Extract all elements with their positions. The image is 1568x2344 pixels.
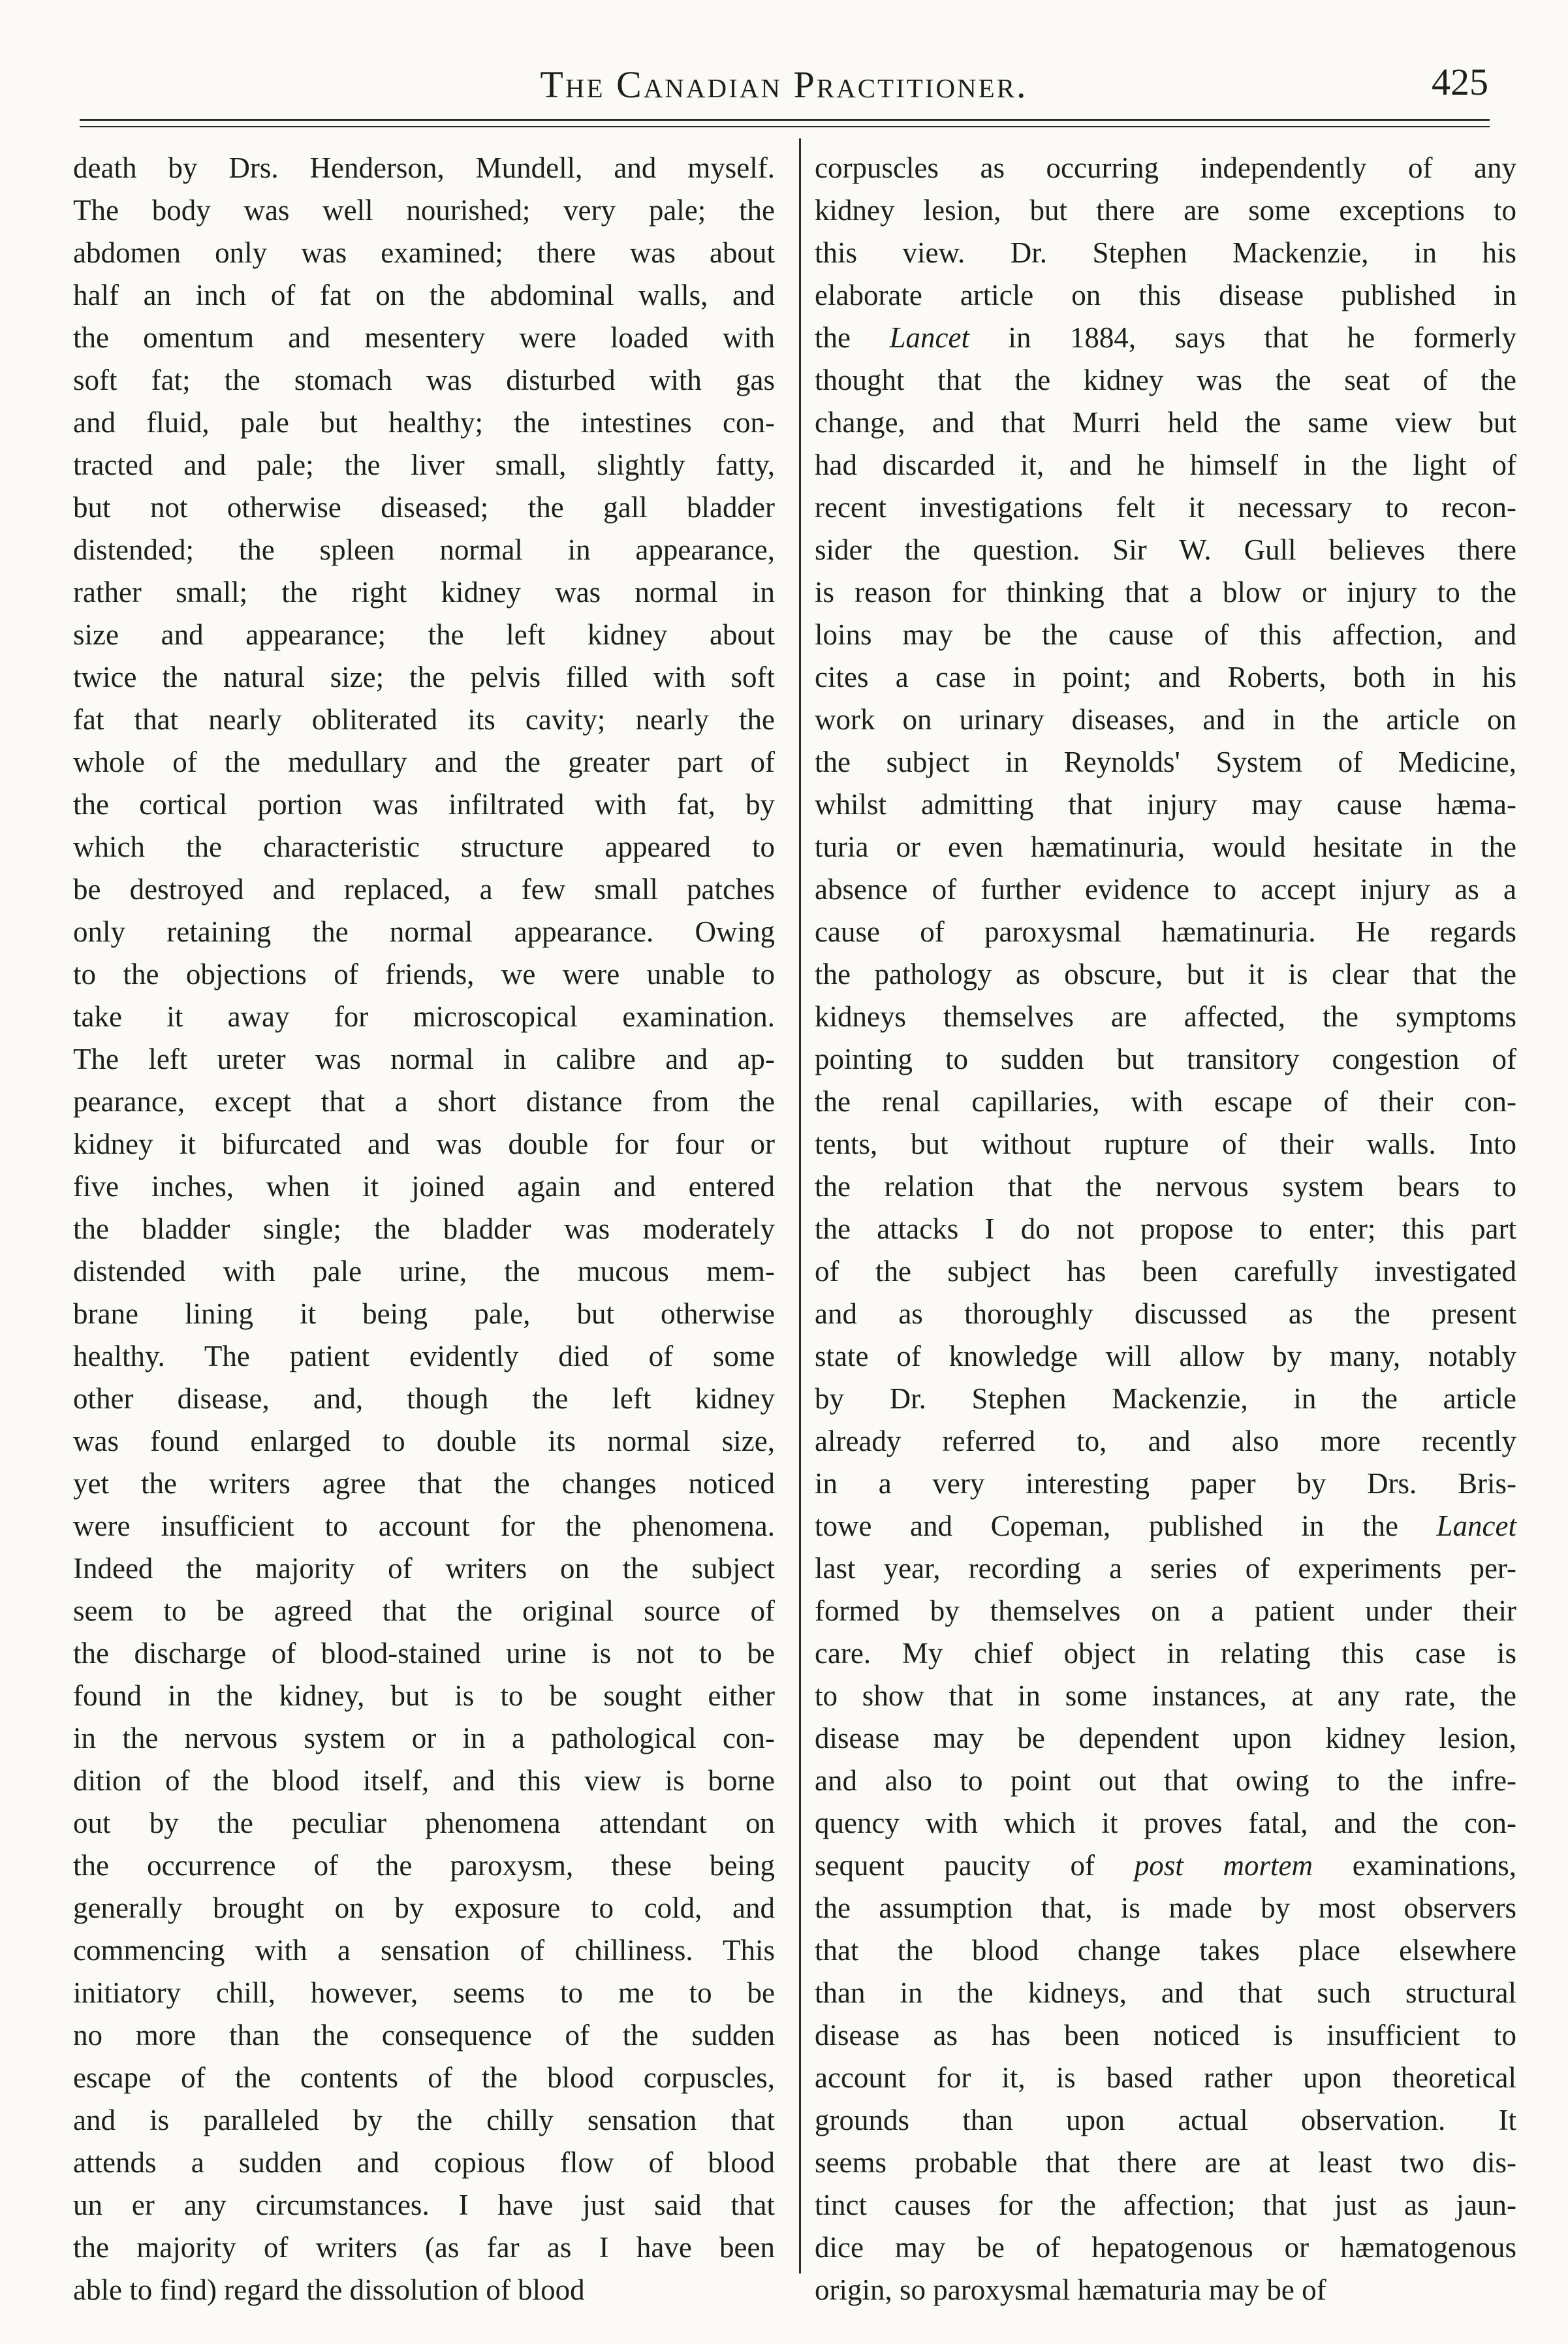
text-line: out by the peculiar phenomena attendant on: [73, 1807, 775, 1839]
text-line: account for it, is based rather upon theoretical: [815, 2061, 1516, 2094]
text-line: recent investigations felt it necessary to recon-: [815, 491, 1516, 524]
text-line: tracted and pale; the liver small, slightly fatty,: [73, 449, 775, 481]
text-line: The body was well nourished; very pale; the: [73, 194, 775, 227]
text-line: whole of the medullary and the greater part of: [73, 746, 775, 778]
text-line: no more than the consequence of the sudden: [73, 2019, 775, 2051]
text-line: were insufficient to account for the phenomena.: [73, 1510, 775, 1542]
text-line: rather small; the right kidney was normal in: [73, 576, 775, 609]
text-line: by Dr. Stephen Mackenzie, in the article: [815, 1382, 1516, 1415]
page-header: [0, 0, 1568, 137]
text-line: and also to point out that owing to the infre-: [815, 1764, 1516, 1797]
text-line: pearance, except that a short distance from the: [73, 1085, 775, 1118]
text-line: the bladder single; the bladder was moderately: [73, 1212, 775, 1245]
text-line: state of knowledge will allow by many, notably: [815, 1340, 1516, 1372]
text-line: is reason for thinking that a blow or injury to the: [815, 576, 1516, 609]
text-line: other disease, and, though the left kidney: [73, 1382, 775, 1415]
text-line: fat that nearly obliterated its cavity; nearly the: [73, 703, 775, 736]
text-line: abdomen only was examined; there was about: [73, 236, 775, 269]
text-line: size and appearance; the left kidney about: [73, 618, 775, 651]
text-line: cause of paroxysmal hæmatinuria. He regards: [815, 915, 1516, 948]
text-line: sider the question. Sir W. Gull believes there: [815, 533, 1516, 566]
text-line: attends a sudden and copious flow of blood: [73, 2146, 775, 2179]
header-rule-thin: [80, 126, 1490, 127]
text-line: tinct causes for the affection; that just as jaun-: [815, 2189, 1516, 2221]
text-line: had discarded it, and he himself in the light of: [815, 449, 1516, 481]
running-title: The Canadian Practitioner.: [540, 63, 1028, 106]
text-line: care. My chief object in relating this case is: [815, 1637, 1516, 1670]
text-line: thought that the kidney was the seat of the: [815, 364, 1516, 396]
text-line: the attacks I do not propose to enter; this part: [815, 1212, 1516, 1245]
text-line: loins may be the cause of this affection, and: [815, 618, 1516, 651]
text-line: sequent paucity of post mortem examinations,: [815, 1849, 1516, 1882]
text-line: the discharge of blood-stained urine is not to be: [73, 1637, 775, 1670]
text-line: escape of the contents of the blood corpuscles,: [73, 2061, 775, 2094]
text-line: disease may be dependent upon kidney lesion,: [815, 1722, 1516, 1754]
text-line: be destroyed and replaced, a few small patches: [73, 873, 775, 906]
text-line: disease as has been noticed is insufficient to: [815, 2019, 1516, 2051]
text-line: the majority of writers (as far as I have been: [73, 2231, 775, 2264]
text-line: the subject in Reynolds' System of Medicine,: [815, 746, 1516, 778]
text-line: able to find) regard the dissolution of blood: [73, 2273, 585, 2306]
text-line: towe and Copeman, published in the Lancet: [815, 1510, 1516, 1542]
text-line: initiatory chill, however, seems to me to be: [73, 1976, 775, 2009]
text-line: and is paralleled by the chilly sensation that: [73, 2104, 775, 2136]
text-line: the occurrence of the paroxysm, these being: [73, 1849, 775, 1882]
text-line: cites a case in point; and Roberts, both in his: [815, 661, 1516, 693]
text-line: brane lining it being pale, but otherwise: [73, 1297, 775, 1330]
text-line: only retaining the normal appearance. Owing: [73, 915, 775, 948]
text-line: death by Drs. Henderson, Mundell, and myself.: [73, 151, 775, 184]
text-line: half an inch of fat on the abdominal walls, and: [73, 279, 775, 311]
text-line: the cortical portion was infiltrated with fat, by: [73, 788, 775, 821]
text-line: to show that in some instances, at any rate, the: [815, 1679, 1516, 1712]
text-line: commencing with a sensation of chilliness. This: [73, 1934, 775, 1967]
column-divider: [799, 138, 801, 2273]
text-line: kidney it bifurcated and was double for four or: [73, 1128, 775, 1160]
text-line: was found enlarged to double its normal size,: [73, 1425, 775, 1457]
text-line: Indeed the majority of writers on the subject: [73, 1552, 775, 1585]
text-line: of the subject has been carefully investigated: [815, 1255, 1516, 1288]
text-line: distended with pale urine, the mucous mem-: [73, 1255, 775, 1288]
text-line: in a very interesting paper by Drs. Bris-: [815, 1467, 1516, 1500]
header-rule: [80, 119, 1490, 121]
text-line: the assumption that, is made by most observers: [815, 1892, 1516, 1924]
text-line: than in the kidneys, and that such structural: [815, 1976, 1516, 2009]
text-line: seems probable that there are at least two dis-: [815, 2146, 1516, 2179]
text-line: corpuscles as occurring independently of any: [815, 151, 1516, 184]
text-line: dice may be of hepatogenous or hæmatogenous: [815, 2231, 1516, 2264]
text-line: yet the writers agree that the changes noticed: [73, 1467, 775, 1500]
text-line: turia or even hæmatinuria, would hesitate in the: [815, 831, 1516, 863]
text-line: kidneys themselves are affected, the symptoms: [815, 1000, 1516, 1033]
text-line: the pathology as obscure, but it is clear that the: [815, 958, 1516, 990]
text-line: the Lancet in 1884, says that he formerly: [815, 321, 1516, 354]
page-number: 425: [1432, 61, 1488, 103]
text-line: formed by themselves on a patient under their: [815, 1594, 1516, 1627]
text-line: and as thoroughly discussed as the present: [815, 1297, 1516, 1330]
text-line: in the nervous system or in a pathological con-: [73, 1722, 775, 1754]
text-line: change, and that Murri held the same view but: [815, 406, 1516, 439]
text-line: soft fat; the stomach was disturbed with gas: [73, 364, 775, 396]
text-line: but not otherwise diseased; the gall bladder: [73, 491, 775, 524]
text-line: quency with which it proves fatal, and the con-: [815, 1807, 1516, 1839]
text-line: five inches, when it joined again and entered: [73, 1170, 775, 1203]
text-line: which the characteristic structure appeared to: [73, 831, 775, 863]
text-line: tents, but without rupture of their walls. Into: [815, 1128, 1516, 1160]
text-line: last year, recording a series of experiments per-: [815, 1552, 1516, 1585]
right-column: [815, 147, 1516, 2311]
text-line: kidney lesion, but there are some exceptions to: [815, 194, 1516, 227]
text-line: whilst admitting that injury may cause hæma-: [815, 788, 1516, 821]
text-line: healthy. The patient evidently died of some: [73, 1340, 775, 1372]
left-column: [73, 147, 775, 2311]
text-line: already referred to, and also more recently: [815, 1425, 1516, 1457]
text-line: grounds than upon actual observation. It: [815, 2104, 1516, 2136]
text-line: take it away for microscopical examination.: [73, 1000, 775, 1033]
text-line: work on urinary diseases, and in the article on: [815, 703, 1516, 736]
text-line: un er any circumstances. I have just said that: [73, 2189, 775, 2221]
text-line: to the objections of friends, we were unable to: [73, 958, 775, 990]
text-line: twice the natural size; the pelvis filled with soft: [73, 661, 775, 693]
text-line: origin, so paroxysmal hæmaturia may be of: [815, 2273, 1326, 2306]
text-line: the renal capillaries, with escape of their con-: [815, 1085, 1516, 1118]
text-line: absence of further evidence to accept injury as a: [815, 873, 1516, 906]
text-line: seem to be agreed that the original source of: [73, 1594, 775, 1627]
text-line: the relation that the nervous system bears to: [815, 1170, 1516, 1203]
text-line: pointing to sudden but transitory congestion of: [815, 1043, 1516, 1075]
text-line: The left ureter was normal in calibre and ap-: [73, 1043, 775, 1075]
text-line: elaborate article on this disease published in: [815, 279, 1516, 311]
text-line: dition of the blood itself, and this view is borne: [73, 1764, 775, 1797]
text-line: this view. Dr. Stephen Mackenzie, in his: [815, 236, 1516, 269]
text-line: generally brought on by exposure to cold, and: [73, 1892, 775, 1924]
text-line: found in the kidney, but is to be sought either: [73, 1679, 775, 1712]
text-line: that the blood change takes place elsewhere: [815, 1934, 1516, 1967]
text-line: distended; the spleen normal in appearance,: [73, 533, 775, 566]
text-line: the omentum and mesentery were loaded with: [73, 321, 775, 354]
text-line: and fluid, pale but healthy; the intestines con-: [73, 406, 775, 439]
